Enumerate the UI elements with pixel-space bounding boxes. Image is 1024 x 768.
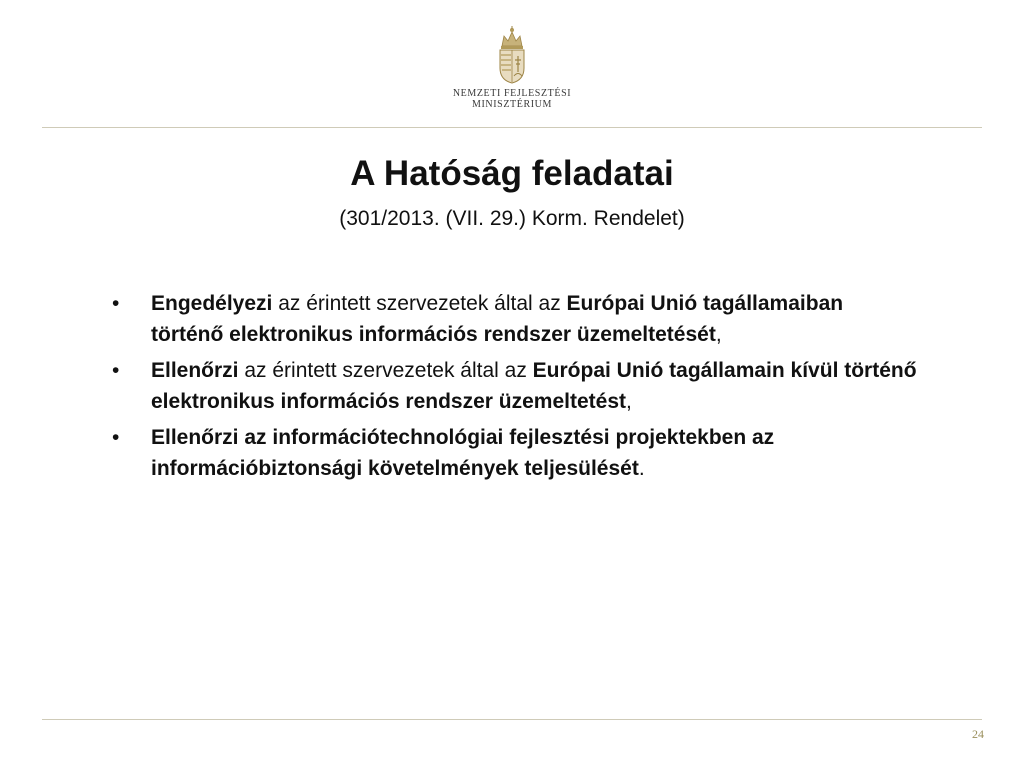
bullet-marker: •	[112, 359, 120, 382]
bullet-text-bold: Ellenőrzi	[151, 359, 239, 382]
page-number: 24	[972, 727, 984, 741]
slide-title: A Hatóság feladatai	[350, 154, 674, 193]
bullet-list	[110, 288, 920, 489]
bullet-text: az érintett szervezetek által az	[238, 359, 533, 382]
bullet-text-bold: Ellenőrzi az információtechnológiai fejlesztési projektekben az információbiztonsági követelmények teljesülését	[151, 426, 775, 480]
bullet-item-control-projects	[110, 422, 920, 484]
footer-divider	[42, 719, 982, 720]
bullet-text-bold: Európai Unió tagállamaiban történő elektronikus információs rendszer üzemeltetését	[151, 292, 844, 346]
bullet-text: az érintett szervezetek által az	[272, 292, 567, 315]
coat-of-arms-icon	[495, 26, 529, 84]
ministry-logo	[432, 26, 592, 118]
bullet-marker: •	[112, 292, 120, 315]
bullet-item-licensing	[110, 288, 920, 350]
bullet-text-bold: Európai Unió tagállamain kívül történő elektronikus információs rendszer üzemeltetést	[151, 359, 917, 413]
bullet-text: ,	[626, 390, 632, 413]
logo-text-line1: NEMZETI FEJLESZTÉSI	[452, 88, 572, 99]
logo-text-line2: MINISZTÉRIUM	[472, 99, 552, 110]
header-divider	[42, 127, 982, 128]
bullet-marker: •	[112, 426, 120, 449]
bullet-text: ,	[715, 323, 722, 346]
bullet-text-bold: Engedélyezi	[151, 292, 273, 315]
bullet-item-control-outside-eu	[110, 355, 920, 417]
slide-subtitle: (301/2013. (VII. 29.) Korm. Rendelet)	[339, 207, 685, 230]
bullet-text: .	[638, 457, 645, 480]
